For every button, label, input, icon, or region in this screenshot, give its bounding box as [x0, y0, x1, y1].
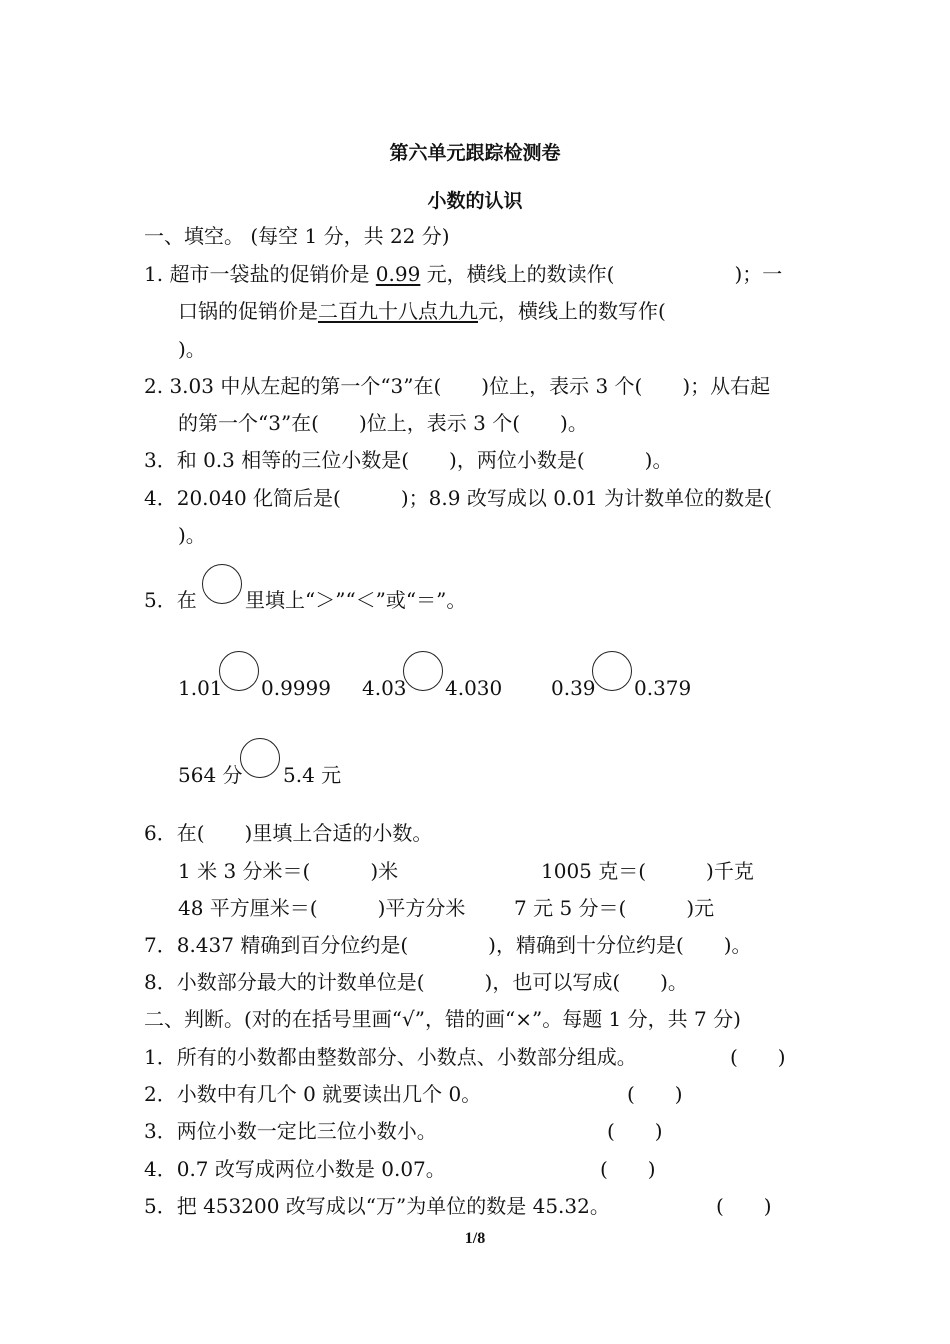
compare-right: 0.379 — [634, 676, 692, 700]
compare-left: 0.39 — [551, 676, 596, 700]
section2-heading: 二、判断。(对的在括号里画“√”，错的画“×”。每题 1 分，共 7 分) — [144, 1007, 741, 1031]
compare-right: 5.4 元 — [283, 763, 342, 787]
q5-suffix: 里填上“＞”“＜”或“＝”。 — [245, 588, 467, 612]
q5-prefix: 5．在 — [144, 588, 197, 612]
page-number: 1/8 — [464, 1230, 486, 1247]
q1-text-c: 口锅的促销价是 — [178, 299, 318, 323]
q1-words: 二百九十八点九九 — [318, 299, 478, 323]
q1-text-b: 元，横线上的数读作( )；一 — [420, 262, 783, 286]
q2-line2: 的第一个“3”在( )位上，表示 3 个( )。 — [178, 411, 588, 435]
q7: 7．8.437 精确到百分位约是( )，精确到十分位约是( )。 — [144, 933, 752, 957]
compare-left: 1.01 — [178, 676, 223, 700]
judge-item: 4．0.7 改写成两位小数是 0.07。 — [144, 1157, 446, 1181]
judge-item: 1．所有的小数都由整数部分、小数点、小数部分组成。 — [144, 1045, 637, 1069]
compare-circle[interactable] — [403, 651, 443, 691]
q4-line1: 4．20.040 化简后是( )；8.9 改写成以 0.01 为计数单位的数是( — [144, 486, 772, 510]
compare-right: 4.030 — [445, 676, 503, 700]
judge-blank[interactable]: ( ) — [730, 1045, 786, 1069]
judge-item: 2．小数中有几个 0 就要读出几个 0。 — [144, 1082, 482, 1106]
q1-text-a: 1. 超市一袋盐的促销价是 — [144, 262, 376, 286]
judge-item: 5．把 453200 改写成以“万”为单位的数是 45.32。 — [144, 1194, 610, 1218]
q1-line2 — [178, 297, 666, 325]
judge-blank[interactable]: ( ) — [607, 1119, 663, 1143]
q6-line1: 6．在( )里填上合适的小数。 — [144, 821, 433, 845]
q6-item: 48 平方厘米＝( )平方分米 — [178, 896, 466, 920]
q8: 8．小数部分最大的计数单位是( )，也可以写成( )。 — [144, 970, 688, 994]
compare-circle[interactable] — [219, 651, 259, 691]
judge-item: 3．两位小数一定比三位小数小。 — [144, 1119, 437, 1143]
compare-circle[interactable] — [240, 738, 280, 778]
q1-price: 0.99 — [375, 262, 421, 286]
q2-line1: 2. 3.03 中从左起的第一个“3”在( )位上，表示 3 个( )；从右起 — [144, 374, 771, 398]
section1-heading: 一、填空。 (每空 1 分，共 22 分) — [144, 224, 450, 248]
q6-item: 7 元 5 分＝( )元 — [514, 896, 715, 920]
q4-line2: )。 — [178, 523, 206, 547]
compare-left: 4.03 — [362, 676, 407, 700]
judge-blank[interactable]: ( ) — [716, 1194, 772, 1218]
judge-blank[interactable]: ( ) — [600, 1157, 656, 1181]
compare-left: 564 分 — [178, 763, 243, 787]
page-title: 第六单元跟踪检测卷 — [389, 142, 561, 164]
compare-circle[interactable] — [592, 651, 632, 691]
judge-blank[interactable]: ( ) — [627, 1082, 683, 1106]
q1-text-d: 元，横线上的数写作( — [478, 299, 666, 323]
page-subtitle: 小数的认识 — [427, 190, 523, 212]
q3: 3．和 0.3 相等的三位小数是( )，两位小数是( )。 — [144, 448, 673, 472]
q6-item: 1 米 3 分米＝( )米 — [178, 859, 399, 883]
compare-right: 0.9999 — [261, 676, 331, 700]
compare-circle[interactable] — [202, 564, 242, 604]
q1-line3: )。 — [178, 337, 206, 361]
q6-item: 1005 克＝( )千克 — [541, 859, 754, 883]
q1-line1 — [144, 260, 782, 288]
